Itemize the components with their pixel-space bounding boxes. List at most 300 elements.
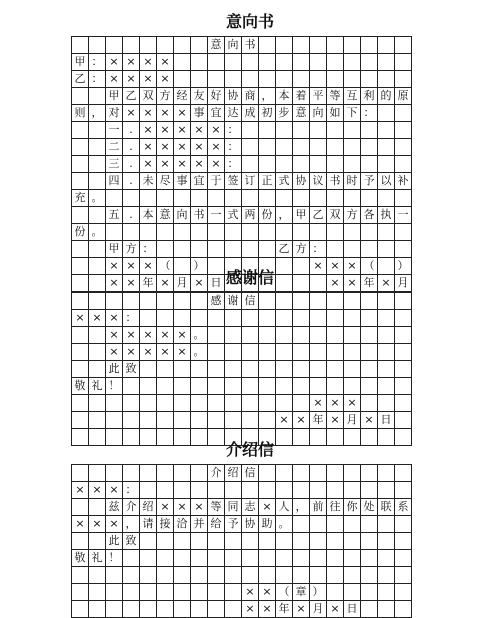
grid-cell: 介 (123, 499, 140, 516)
grid-cell: × (174, 499, 191, 516)
grid-cell (395, 584, 412, 601)
grid-cell: . (123, 156, 140, 173)
grid-cell (208, 71, 225, 88)
grid-cell: 志 (242, 499, 259, 516)
grid-cell: × (123, 54, 140, 71)
grid-cell (361, 361, 378, 378)
grid-cell (140, 482, 157, 499)
grid-cell: × (208, 156, 225, 173)
grid-cell (361, 550, 378, 567)
grid-cell (310, 344, 327, 361)
grid-cell (140, 465, 157, 482)
grid-cell (225, 71, 242, 88)
grid-cell (191, 584, 208, 601)
grid-cell: 着 (293, 88, 310, 105)
grid-cell (140, 190, 157, 207)
grid-cell (361, 37, 378, 54)
grid-cell: × (106, 258, 123, 275)
grid-cell (378, 105, 395, 122)
grid-cell (72, 465, 89, 482)
grid-cell: × (140, 156, 157, 173)
grid-cell (191, 71, 208, 88)
grid-cell (395, 482, 412, 499)
grid-cell (378, 293, 395, 310)
grid-cell (361, 139, 378, 156)
grid-cell: 协 (242, 516, 259, 533)
grid-cell: 一 (208, 207, 225, 224)
grid-cell: ， (276, 207, 293, 224)
grid-cell (225, 567, 242, 584)
grid-cell: × (293, 601, 310, 618)
grid-cell (259, 482, 276, 499)
grid-row (72, 361, 412, 378)
grid-cell (140, 361, 157, 378)
grid-cell (310, 378, 327, 395)
grid-cell (276, 378, 293, 395)
grid-cell (344, 344, 361, 361)
grid-cell (174, 241, 191, 258)
grid-cell (361, 327, 378, 344)
grid-cell (293, 156, 310, 173)
grid-cell (191, 533, 208, 550)
grid-cell: × (344, 395, 361, 412)
grid-cell: × (242, 584, 259, 601)
grid-cell: 成 (242, 105, 259, 122)
grid-cell (89, 122, 106, 139)
grid-cell (89, 173, 106, 190)
grid-cell: × (344, 258, 361, 275)
grid-cell (174, 533, 191, 550)
grid-cell: 并 (191, 516, 208, 533)
grid-cell: × (259, 584, 276, 601)
grid-cell (123, 37, 140, 54)
grid-cell (225, 190, 242, 207)
grid-cell: × (327, 601, 344, 618)
grid-cell: . (123, 139, 140, 156)
grid-cell (344, 139, 361, 156)
grid-cell (395, 327, 412, 344)
grid-cell: 乙 (72, 71, 89, 88)
grid-cell (293, 139, 310, 156)
grid-cell: 乙 (310, 207, 327, 224)
grid-cell (208, 482, 225, 499)
grid-cell (259, 122, 276, 139)
grid-cell: × (89, 482, 106, 499)
grid-cell: 一 (395, 207, 412, 224)
grid-cell: 未 (140, 173, 157, 190)
grid-cell (327, 156, 344, 173)
grid-cell (225, 378, 242, 395)
grid-cell (174, 37, 191, 54)
grid-cell (191, 465, 208, 482)
grid-cell (395, 190, 412, 207)
grid-cell (293, 122, 310, 139)
grid-cell: 意 (208, 37, 225, 54)
grid-cell (361, 567, 378, 584)
grid-cell (293, 37, 310, 54)
grid-cell (72, 601, 89, 618)
grid-cell (89, 601, 106, 618)
grid-cell (123, 465, 140, 482)
grid-cell (310, 37, 327, 54)
grid-row (72, 412, 412, 429)
grid-cell (361, 54, 378, 71)
grid-cell: × (157, 344, 174, 361)
grid-cell (310, 156, 327, 173)
grid-cell (310, 54, 327, 71)
grid-cell (208, 395, 225, 412)
grid-cell: 你 (344, 499, 361, 516)
grid-cell: 达 (225, 105, 242, 122)
grid-cell: 议 (310, 173, 327, 190)
grid-cell (344, 482, 361, 499)
title-intent-letter: 意向书 (225, 12, 274, 31)
grid-cell (225, 550, 242, 567)
grid-cell (72, 88, 89, 105)
grid-cell (89, 293, 106, 310)
grid-cell: 绍 (225, 465, 242, 482)
grid-cell (310, 293, 327, 310)
grid-row (72, 327, 412, 344)
grid-cell (106, 601, 123, 618)
grid-cell: 致 (123, 533, 140, 550)
grid-row (72, 550, 412, 567)
grid-cell (106, 395, 123, 412)
grid-cell (259, 37, 276, 54)
grid-cell (106, 567, 123, 584)
grid-cell (310, 550, 327, 567)
grid-cell (157, 465, 174, 482)
grid-cell (106, 584, 123, 601)
grid-cell (89, 395, 106, 412)
grid-cell (361, 378, 378, 395)
grid-cell: 系 (395, 499, 412, 516)
grid-cell (344, 224, 361, 241)
grid-cell (72, 241, 89, 258)
grid-thank-you-letter (71, 292, 412, 446)
grid-cell: 向 (225, 37, 242, 54)
grid-cell (259, 241, 276, 258)
grid-cell: × (259, 499, 276, 516)
grid-cell (344, 327, 361, 344)
grid-cell (191, 412, 208, 429)
grid-cell (242, 482, 259, 499)
grid-cell: 本 (140, 207, 157, 224)
grid-cell (378, 310, 395, 327)
grid-cell: 月 (344, 412, 361, 429)
grid-cell (361, 344, 378, 361)
grid-cell: 乙 (123, 88, 140, 105)
grid-cell (395, 361, 412, 378)
grid-cell: 三 (106, 156, 123, 173)
grid-row (72, 156, 412, 173)
grid-cell: 执 (378, 207, 395, 224)
grid-cell: 五 (106, 207, 123, 224)
grid-cell: × (89, 516, 106, 533)
grid-cell: × (361, 412, 378, 429)
grid-cell (208, 412, 225, 429)
grid-cell (378, 54, 395, 71)
grid-cell (140, 584, 157, 601)
grid-cell: 月 (310, 601, 327, 618)
grid-cell: 绍 (140, 499, 157, 516)
grid-cell (293, 54, 310, 71)
grid-cell (259, 327, 276, 344)
grid-cell: ！ (106, 378, 123, 395)
grid-cell (242, 122, 259, 139)
grid-cell (310, 567, 327, 584)
grid-cell (242, 71, 259, 88)
grid-cell: ） (310, 584, 327, 601)
grid-cell (276, 344, 293, 361)
grid-cell (310, 190, 327, 207)
grid-cell: 书 (242, 37, 259, 54)
grid-cell: ： (310, 241, 327, 258)
grid-cell (276, 190, 293, 207)
grid-cell: 份 (259, 207, 276, 224)
grid-cell: 接 (157, 516, 174, 533)
grid-cell: 章 (293, 584, 310, 601)
grid-cell (242, 361, 259, 378)
grid-cell (344, 190, 361, 207)
grid-cell (242, 241, 259, 258)
grid-cell (242, 156, 259, 173)
grid-cell: 份 (72, 224, 89, 241)
grid-cell (293, 567, 310, 584)
grid-cell (123, 601, 140, 618)
grid-cell (327, 241, 344, 258)
grid-cell (89, 327, 106, 344)
grid-cell (276, 54, 293, 71)
grid-cell (344, 156, 361, 173)
grid-cell: ！ (106, 550, 123, 567)
grid-cell: ： (89, 71, 106, 88)
grid-cell: × (157, 54, 174, 71)
grid-cell: × (72, 482, 89, 499)
grid-cell (157, 241, 174, 258)
grid-cell (106, 190, 123, 207)
grid-row (72, 122, 412, 139)
grid-cell (378, 482, 395, 499)
grid-row (72, 533, 412, 550)
grid-cell: 经 (174, 88, 191, 105)
grid-cell: ： (123, 310, 140, 327)
grid-cell: × (106, 71, 123, 88)
grid-cell (123, 190, 140, 207)
grid-cell: 利 (361, 88, 378, 105)
grid-cell (310, 516, 327, 533)
grid-cell (378, 37, 395, 54)
grid-cell (344, 465, 361, 482)
grid-cell (191, 378, 208, 395)
grid-cell: 人 (276, 499, 293, 516)
grid-cell: 日 (208, 275, 225, 292)
grid-cell (72, 327, 89, 344)
grid-cell (378, 241, 395, 258)
grid-cell: × (293, 412, 310, 429)
grid-cell (191, 310, 208, 327)
grid-cell (259, 412, 276, 429)
grid-row (72, 465, 412, 482)
grid-cell (89, 567, 106, 584)
grid-cell (89, 156, 106, 173)
grid-cell (89, 361, 106, 378)
grid-cell (344, 550, 361, 567)
grid-cell (327, 378, 344, 395)
grid-cell (361, 584, 378, 601)
grid-cell: ： (123, 482, 140, 499)
grid-cell: 甲 (72, 54, 89, 71)
grid-cell: 年 (140, 275, 157, 292)
grid-cell: × (174, 156, 191, 173)
grid-cell: × (72, 310, 89, 327)
grid-cell (293, 344, 310, 361)
grid-cell (327, 584, 344, 601)
grid-row (72, 499, 412, 516)
grid-cell (378, 378, 395, 395)
grid-cell: × (174, 105, 191, 122)
grid-cell (72, 37, 89, 54)
grid-cell (259, 71, 276, 88)
grid-cell (174, 378, 191, 395)
grid-cell: × (310, 258, 327, 275)
grid-cell: 。 (276, 516, 293, 533)
grid-cell: × (327, 395, 344, 412)
grid-cell: 年 (276, 601, 293, 618)
grid-cell (72, 207, 89, 224)
grid-cell (157, 224, 174, 241)
grid-cell (276, 465, 293, 482)
grid-cell: 给 (208, 516, 225, 533)
grid-cell (344, 361, 361, 378)
grid-cell (344, 71, 361, 88)
grid-cell (259, 310, 276, 327)
grid-cell: × (378, 275, 395, 292)
grid-cell: 向 (310, 105, 327, 122)
grid-cell (293, 465, 310, 482)
grid-cell (344, 54, 361, 71)
grid-cell (361, 122, 378, 139)
grid-intent-letter (71, 36, 412, 292)
grid-cell (327, 224, 344, 241)
grid-cell: . (123, 122, 140, 139)
grid-row (72, 190, 412, 207)
grid-cell: × (157, 139, 174, 156)
grid-cell (242, 567, 259, 584)
grid-cell (157, 378, 174, 395)
grid-cell (378, 516, 395, 533)
grid-cell (89, 533, 106, 550)
grid-cell (225, 344, 242, 361)
grid-cell: 的 (378, 88, 395, 105)
grid-row (72, 482, 412, 499)
grid-cell (140, 293, 157, 310)
grid-cell (276, 567, 293, 584)
grid-cell (123, 550, 140, 567)
grid-cell (344, 293, 361, 310)
grid-cell (327, 327, 344, 344)
grid-cell: 方 (293, 241, 310, 258)
grid-cell: 书 (327, 173, 344, 190)
grid-cell (123, 293, 140, 310)
grid-cell (395, 412, 412, 429)
grid-cell (293, 293, 310, 310)
grid-cell: 以 (378, 173, 395, 190)
grid-cell (191, 482, 208, 499)
grid-cell (361, 482, 378, 499)
grid-cell (378, 361, 395, 378)
grid-cell: × (106, 344, 123, 361)
grid-cell (72, 499, 89, 516)
grid-cell: × (276, 412, 293, 429)
grid-cell: 各 (361, 207, 378, 224)
grid-cell: 予 (225, 516, 242, 533)
grid-cell: × (157, 71, 174, 88)
grid-cell (225, 533, 242, 550)
grid-cell (327, 54, 344, 71)
grid-cell: 日 (344, 601, 361, 618)
grid-cell (208, 190, 225, 207)
grid-cell (378, 601, 395, 618)
grid-cell: × (310, 395, 327, 412)
grid-cell: × (106, 516, 123, 533)
grid-cell (259, 361, 276, 378)
grid-cell (89, 584, 106, 601)
grid-cell (72, 344, 89, 361)
grid-cell (208, 241, 225, 258)
grid-cell (208, 344, 225, 361)
grid-cell (378, 224, 395, 241)
grid-cell: 此 (106, 361, 123, 378)
grid-row (72, 584, 412, 601)
grid-cell (378, 190, 395, 207)
grid-cell: 方 (123, 241, 140, 258)
grid-cell: 事 (191, 105, 208, 122)
grid-cell: 时 (344, 173, 361, 190)
grid-cell (174, 224, 191, 241)
grid-cell (174, 190, 191, 207)
grid-cell (395, 465, 412, 482)
grid-cell (293, 533, 310, 550)
grid-cell: 一 (106, 122, 123, 139)
grid-cell (276, 156, 293, 173)
grid-cell: × (140, 344, 157, 361)
grid-cell (72, 412, 89, 429)
grid-cell: × (140, 105, 157, 122)
grid-cell (378, 156, 395, 173)
grid-cell (106, 224, 123, 241)
grid-cell (276, 224, 293, 241)
grid-cell: 双 (327, 207, 344, 224)
grid-cell (276, 395, 293, 412)
grid-cell (174, 395, 191, 412)
grid-cell (225, 584, 242, 601)
grid-cell: 四 (106, 173, 123, 190)
grid-cell (361, 190, 378, 207)
grid-cell (310, 310, 327, 327)
grid-cell: 平 (310, 88, 327, 105)
grid-cell (89, 37, 106, 54)
grid-cell (361, 465, 378, 482)
grid-cell: × (123, 327, 140, 344)
grid-cell (225, 54, 242, 71)
grid-cell (259, 224, 276, 241)
grid-cell (208, 601, 225, 618)
grid-cell (174, 310, 191, 327)
grid-cell (344, 122, 361, 139)
grid-cell (140, 37, 157, 54)
grid-row (72, 601, 412, 618)
